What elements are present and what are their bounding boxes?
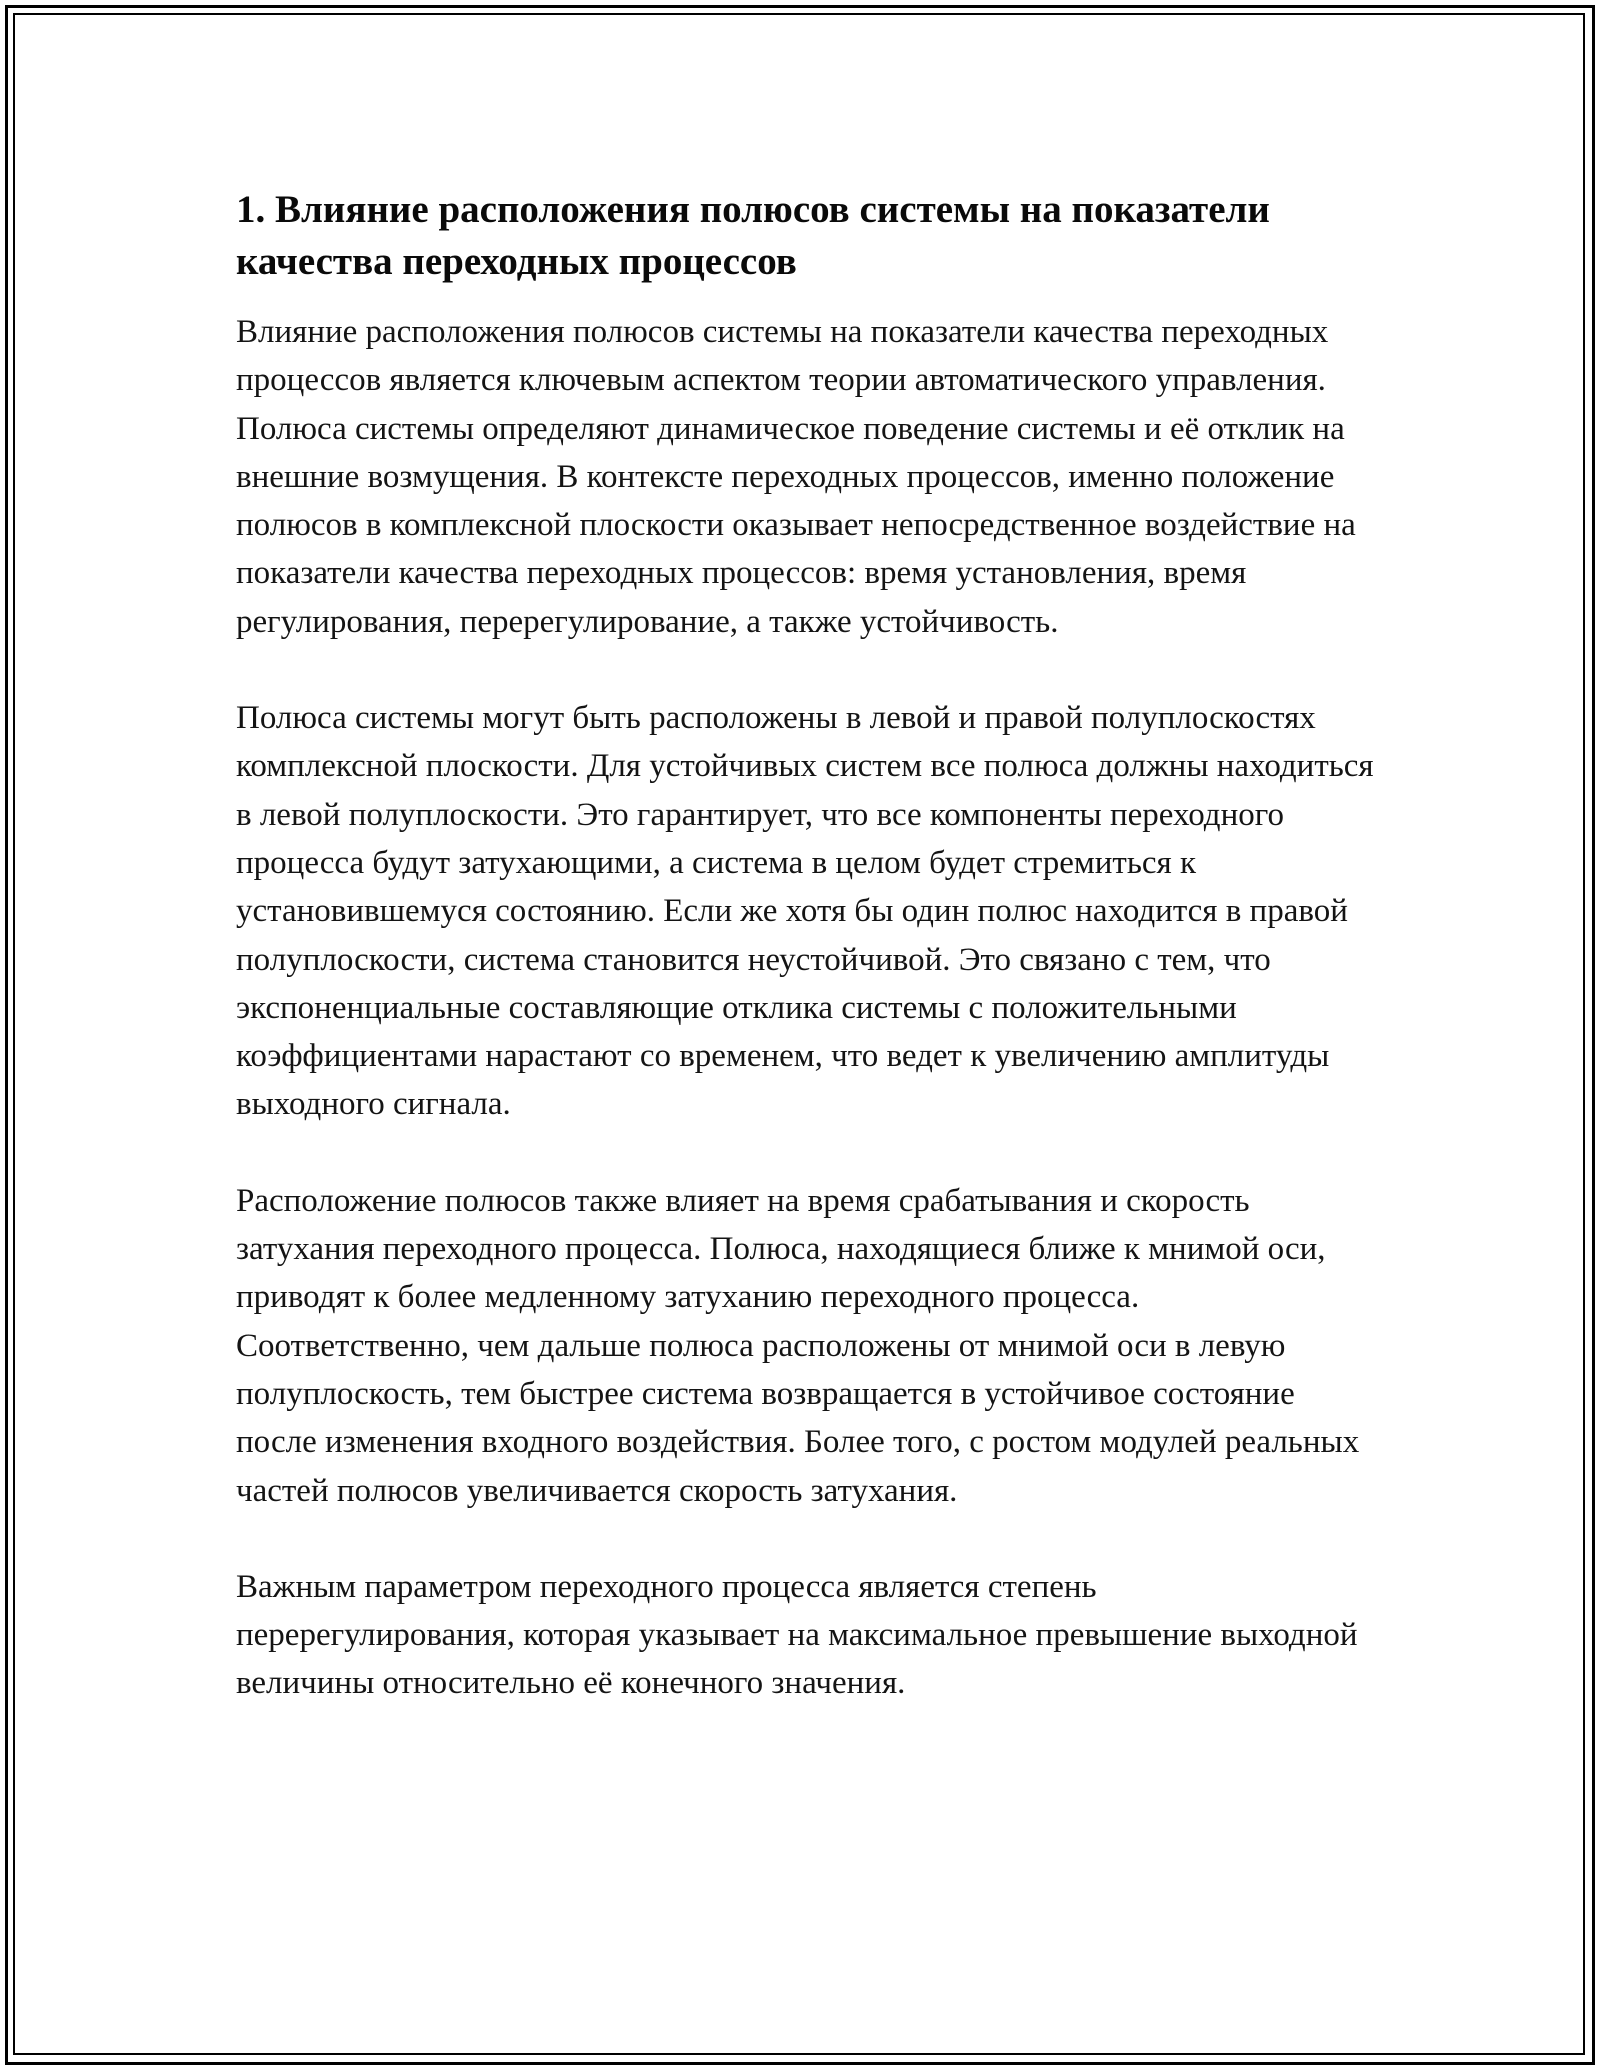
paragraph-3: Расположение полюсов также влияет на время срабатывания и скорость затухания переходного процесса. Полюса, находящиеся ближе к мнимой оси, приводят к более медленному затуханию переходного процесса. Соответственно, чем дальше полюса расположены от мнимой оси в левую полуплоскость, тем быстрее система возвращается в устойчивое состояние после изменения входного воздействия. Более того, с ростом модулей реальных частей полюсов увеличивается скорость затухания.	[236, 1182, 1360, 1509]
paragraph-2: Полюса системы могут быть расположены в левой и правой полуплоскостях комплексной плоскости. Для устойчивых систем все полюса должны находиться в левой полуплоскости. Это гарантирует, что все компоненты переходного процесса будут затухающими, а система в целом будет стремиться к установившемуся состоянию. Если же хотя бы один полюс находится в правой полуплоскости, система становится неустойчивой. Это связано с тем, что экспоненциальные составляющие отклика системы с положительными коэффициентами нарастают со временем, что ведет к увеличению амплитуды выходного сигнала.	[236, 700, 1374, 1123]
section-heading: 1. Влияние расположения полюсов системы на показатели качества переходных процессов	[236, 188, 1270, 283]
paragraph-1: Влияние расположения полюсов системы на показатели качества переходных процессов является ключевым аспектом теории автоматического управления. Полюса системы определяют динамическое поведение системы и её отклик на внешние возмущения. В контексте переходных процессов, именно положение полюсов в комплексной плоскости оказывает непосредственное воздействие на показатели качества переходных процессов: время установления, время регулирования, перерегулирование, а также устойчивость.	[236, 314, 1356, 640]
paragraph-4: Важным параметром переходного процесса является степень перерегулирования, которая указывает на максимальное превышение выходной величины относительно её конечного значения.	[236, 1568, 1358, 1702]
document-body	[236, 184, 1376, 1756]
